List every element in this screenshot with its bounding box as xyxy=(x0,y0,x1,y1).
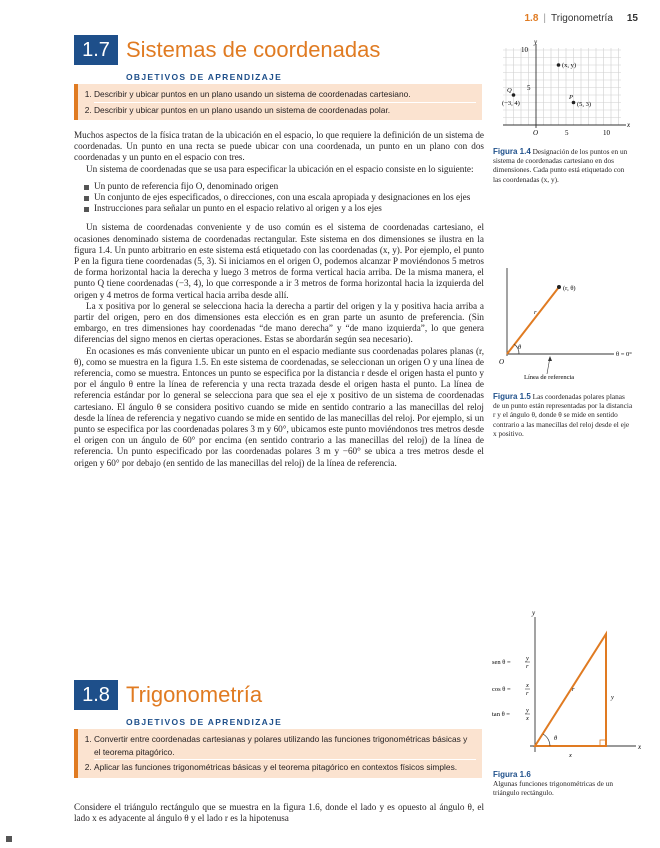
paragraph: Muchos aspectos de la física tratan de la ubicación en el espacio, lo que requiere la definición de un sistema de coordenadas. Un punto en una recta se puede ubicar con una coordenada, un punto en un plano con dos coordenadas y un punto en el espacio con tres. xyxy=(74,130,484,163)
section-1-8-body xyxy=(74,802,484,824)
caption-text: Las coordenadas polares planas de un punto están representadas por la distancia r y el ángulo θ, donde θ se mide en sentido contrario a las manecillas del reloj desde el eje x positivo. xyxy=(493,392,633,438)
objective-item: 1. Describir y ubicar puntos en un plano usando un sistema de coordenadas cartesiano. xyxy=(94,87,476,102)
trig-formulas xyxy=(492,655,530,722)
figure-1-4-cartesian-plot xyxy=(493,40,633,140)
running-section-number: 1.8 xyxy=(524,13,539,24)
objectives-label: OBJETIVOS DE APRENDIZAJE xyxy=(126,717,283,727)
tick-label-y: 10 xyxy=(521,46,528,54)
sine-denominator: r xyxy=(526,663,529,670)
paragraph: Un sistema de coordenadas conveniente y de uso común es el sistema de coordenadas cartesiano, el ocasiones denominado sistema de coordenadas rectangular. Este sistema en dos dimensiones se ilustra en la figura 1.4. Un punto arbitrario en este sistema está etiquetado con las coordenadas (x, y). Por ejemplo, el punto P en la figura tiene coordenadas (5, 3). Si iniciamos en el origen O, podemos alcanzar P moviéndonos 5 metros de forma horizontal hacia la derecha y luego 3 metros de forma vertical hacia arriba. De la misma manera, el punto Q tiene coordenadas (−3, 4), lo que corresponde a ir 3 metros de forma horizontal hacia la izquierda del origen y 4 metros de forma vertical hacia arriba desde allí. xyxy=(74,222,484,300)
origin-label: O xyxy=(533,129,539,137)
figure-1-6-right-triangle xyxy=(490,607,650,767)
section-title: Trigonometría xyxy=(126,682,263,707)
sine-formula-label: sen θ = xyxy=(492,659,511,666)
figure-label: Figura 1.6 xyxy=(493,770,531,779)
axis-label-y: y xyxy=(534,40,538,46)
adjacent-side-label: x xyxy=(569,752,572,759)
section-1-7-heading xyxy=(74,35,380,65)
point-xy xyxy=(557,63,561,67)
figure-1-5-polar-diagram xyxy=(487,268,647,383)
objectives-box xyxy=(74,84,482,120)
opposite-side-label: y xyxy=(611,694,614,701)
tangent-formula-label: tan θ = xyxy=(492,711,510,718)
page-number: 15 xyxy=(626,13,638,24)
point-xy-label: (x, y) xyxy=(562,62,577,69)
polar-point xyxy=(557,285,561,289)
hypotenuse-label: r xyxy=(572,686,575,693)
tick-label-x: 5 xyxy=(565,129,569,137)
triangle xyxy=(535,634,606,746)
leader-arrow xyxy=(548,356,552,361)
objectives-label: OBJETIVOS DE APRENDIZAJE xyxy=(126,72,283,82)
bullet-item: Un punto de referencia fijo O, denominado origen xyxy=(94,181,484,192)
figure-label: Figura 1.5 xyxy=(493,392,531,401)
point-q-coords: (−3, 4) xyxy=(502,100,520,107)
axis-label-x: x xyxy=(627,121,631,129)
bullet-item: Instrucciones para señalar un punto en el espacio relativo al origen y a los ejes xyxy=(94,203,484,214)
point-q xyxy=(512,93,516,97)
tangent-denominator: x xyxy=(526,715,529,722)
radius-label: r xyxy=(534,309,537,316)
angle-arc xyxy=(543,734,550,746)
cosine-denominator: r xyxy=(526,690,529,697)
radius-line xyxy=(507,287,559,354)
tangent-numerator: y xyxy=(526,707,529,714)
caption-text: Designación de los puntos en un sistema de coordenadas cartesiano en dos dimensiones. Cada punto está etiquetado con las coordenadas (x, y). xyxy=(493,147,628,184)
figure-1-4-caption xyxy=(493,147,633,184)
reference-angle-label: θ = 0° xyxy=(616,351,632,358)
point-p-label: P xyxy=(569,94,573,101)
paragraph: En ocasiones es más conveniente ubicar un punto en el espacio mediante sus coordenadas polares planas (r, θ), como se muestra en la figura 1.5. En este sistema de coordenadas, se seleccionan un origen O y una línea de referencia, como se muestra. Entonces un punto se especifica por la distancia r desde el origen hasta el punto y por el ángulo θ entre la línea de referencia y una recta trazada desde el origen hasta el punto. La línea de referencia estándar por lo general se selecciona para que sea el eje x positivo de un sistema de coordenadas cartesiano. El ángulo θ se considera positivo cuando se mide en sentido contrario a las manecillas del reloj desde la línea de referencia y negativo cuando se mide en sentido de las manecillas del reloj. Por ejemplo, si un punto se especifica por las coordenadas polares 3 m y 60°, ubicamos este punto moviéndonos tres metros desde el origen con un ángulo de 60° por encima (en sentido contrario a las manecillas del reloj) de la línea de referencia. Un punto especificado por las coordenadas polares 3 m y −60° se ubica a tres metros desde el origen y 60° por debajo (en sentido de las manecillas del reloj) de la línea de referencia. xyxy=(74,345,484,468)
objective-item: 1. Convertir entre coordenadas cartesianas y polares utilizando las funciones trigonométricas básicas y el teorema pitagórico. xyxy=(94,732,476,759)
cosine-formula-label: cos θ = xyxy=(492,686,511,693)
origin-label: O xyxy=(499,358,505,366)
axis-label-y: y xyxy=(532,609,536,617)
objective-item: 2. Describir y ubicar puntos en un plano usando un sistema de coordenadas polar. xyxy=(94,102,476,118)
figure-label: Figura 1.4 xyxy=(493,147,531,156)
section-title: Sistemas de coordenadas xyxy=(126,37,381,62)
section-1-7-body xyxy=(74,130,484,469)
point-p-coords: (5, 3) xyxy=(577,101,592,108)
bullet-item: Un conjunto de ejes especificados, o direcciones, con una escala apropiada y designaciones en los ejes xyxy=(94,192,484,203)
running-section-title: Trigonometría xyxy=(551,13,613,24)
angle-label: θ xyxy=(518,344,522,351)
angle-label: θ xyxy=(554,735,558,742)
paragraph: Un sistema de coordenadas que se usa para especificar la ubicación en el espacio consiste en lo siguiente: xyxy=(86,163,474,174)
bullet-list xyxy=(74,181,484,215)
objectives-box xyxy=(74,729,482,778)
page-corner-marker xyxy=(6,836,12,842)
figure-1-6-caption xyxy=(493,770,633,798)
section-1-8-heading xyxy=(74,680,262,710)
objective-item: 2. Aplicar las funciones trigonométricas básicas y el teorema pitagórico en contextos físicos simples. xyxy=(94,759,476,775)
point-q-label: Q xyxy=(507,87,512,94)
sine-numerator: y xyxy=(526,655,529,662)
reference-line-label: Línea de referencia xyxy=(524,374,575,381)
running-header: 1.8 | Trigonometría 15 xyxy=(524,13,638,24)
paragraph: Considere el triángulo rectángulo que se muestra en la figura 1.6, donde el lado y es opuesto al ángulo θ, el lado x es adyacente al ángulo θ y el lado r es la hipotenusa xyxy=(74,802,484,824)
cosine-numerator: x xyxy=(526,682,529,689)
tick-label-x: 10 xyxy=(603,129,610,137)
section-number-badge: 1.8 xyxy=(74,680,118,710)
section-number-badge: 1.7 xyxy=(74,35,118,65)
point-p xyxy=(572,101,576,105)
figure-1-5-caption xyxy=(493,392,633,438)
polar-point-label: (r, θ) xyxy=(563,285,576,292)
tick-label-y: 5 xyxy=(527,84,531,92)
caption-text: Algunas funciones trigonométricas de un triángulo rectángulo. xyxy=(493,779,613,798)
axis-label-x: x xyxy=(638,743,642,751)
paragraph: La x positiva por lo general se selecciona hacia la derecha a partir del origen y la y positiva hacia arriba a partir del origen, pero en dos dimensiones esta elección es en gran parte un asunto de preferencia. (Sin embargo, en tres dimensiones hay coordenadas “de mano derecha” y “de mano izquierda”, lo que genera diferencias del signo menos en ciertas operaciones. Estas se abordarán según sea necesario). xyxy=(74,300,484,345)
